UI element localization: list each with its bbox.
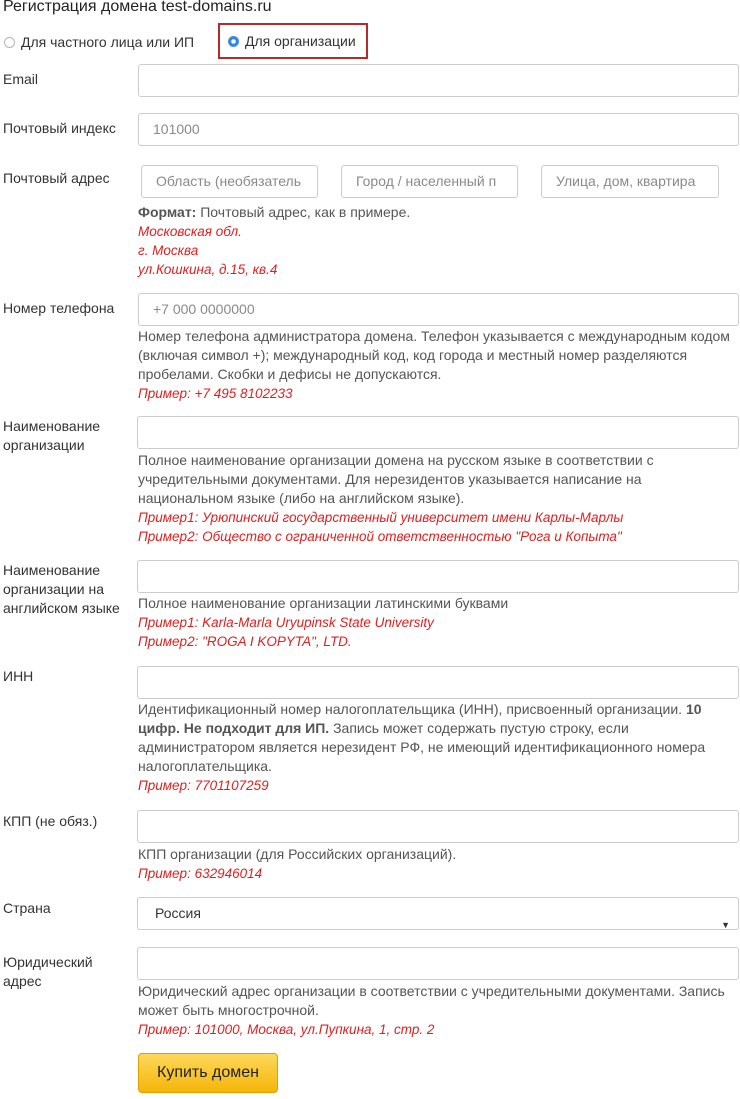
- inn-label: ИНН: [3, 668, 34, 684]
- format-label: Формат:: [138, 204, 197, 220]
- org-name-help: [138, 451, 738, 546]
- address-example-line: Московская обл.: [138, 224, 242, 239]
- org-name-label: Наименование организации: [3, 418, 101, 453]
- org-name-example-2: Пример2: Общество с ограниченной ответственностью "Рога и Копыта": [138, 529, 622, 544]
- legal-address-help: [138, 982, 738, 1039]
- radio-individual-circle[interactable]: [4, 37, 15, 48]
- registrant-type-selector: [4, 32, 384, 60]
- inn-help-start: Идентификационный номер налогоплательщика (ИНН), присвоенный организации.: [138, 701, 686, 717]
- org-name-help-text: Полное наименование организации домена на русском языке в соответствии с учредительными документами. Для нерезидентов указывается написание на национальном языке (либо на английском языке).: [138, 452, 654, 506]
- postal-code-label: Почтовый индекс: [3, 120, 116, 136]
- email-label: Email: [3, 71, 39, 87]
- legal-address-example: Пример: 101000, Москва, ул.Пупкина, 1, стр. 2: [138, 1022, 435, 1037]
- org-name-en-example-2: Пример2: "ROGA I KOPYTA", LTD.: [138, 634, 352, 649]
- kpp-example: Пример: 632946014: [138, 866, 263, 881]
- phone-input[interactable]: +7 000 0000000: [138, 293, 739, 326]
- org-name-en-example-1: Пример1: Karla-Marla Uryupinsk State University: [138, 615, 434, 630]
- dropdown-arrow-icon: ▼: [721, 920, 730, 930]
- radio-organization-label: Для организации: [245, 33, 356, 49]
- org-name-en-help: [138, 594, 738, 651]
- inn-help-end: Запись может содержать пустую строку, если администратором является нерезидент РФ, не имеющий идентификационного номера налогоплательщика.: [138, 720, 706, 774]
- address-example-line: ул.Кошкина, д.15, кв.4: [138, 262, 278, 277]
- buy-domain-button[interactable]: Купить домен: [138, 1053, 278, 1093]
- street-input[interactable]: Улица, дом, квартира: [541, 165, 719, 198]
- org-name-en-input[interactable]: [137, 560, 739, 593]
- phone-example: Пример: +7 495 8102233: [138, 386, 293, 401]
- org-name-en-label: Наименование организации на английском языке: [3, 562, 120, 616]
- radio-organization[interactable]: [218, 23, 368, 59]
- kpp-label: КПП (не обяз.): [3, 813, 98, 829]
- legal-address-help-text: Юридический адрес организации в соответствии с учредительными документами. Запись может быть многострочной.: [138, 983, 725, 1018]
- phone-label: Номер телефона: [3, 300, 115, 316]
- phone-help: [138, 327, 738, 403]
- org-name-en-help-text: Полное наименование организации латинскими буквами: [138, 595, 509, 611]
- postal-address-help: [138, 203, 738, 279]
- kpp-help: [138, 845, 738, 883]
- radio-individual[interactable]: [4, 34, 194, 50]
- org-name-input[interactable]: [137, 416, 739, 449]
- radio-organization-circle[interactable]: [228, 36, 239, 47]
- postal-code-input[interactable]: 101000: [138, 113, 739, 146]
- inn-example: Пример: 7701107259: [138, 778, 269, 793]
- postal-address-label: Почтовый адрес: [3, 170, 110, 186]
- inn-help-text: [138, 700, 738, 776]
- country-select-value: Россия: [155, 905, 201, 921]
- region-input[interactable]: Область (необязатель: [141, 165, 318, 198]
- radio-individual-label: Для частного лица или ИП: [21, 34, 195, 50]
- org-name-example-1: Пример1: Урюпинский государственный университет имени Карлы-Марлы: [138, 510, 624, 525]
- inn-input[interactable]: [137, 666, 739, 699]
- city-input[interactable]: Город / населенный п: [341, 165, 518, 198]
- page-title: Регистрация домена test-domains.ru: [3, 0, 272, 15]
- country-select[interactable]: [137, 897, 739, 930]
- format-text: Почтовый адрес, как в примере.: [196, 204, 411, 220]
- inn-help-bold: 10 цифр. Не подходит для ИП.: [138, 701, 702, 736]
- kpp-help-text: КПП организации (для Российских организаций).: [138, 846, 457, 862]
- phone-help-text: Номер телефона администратора домена. Телефон указывается с международным кодом (включая символ +); международный код, код города и местный номер разделяются пробелами. Скобки и дефисы не допускаются.: [138, 328, 730, 382]
- legal-address-input[interactable]: [137, 947, 739, 980]
- inn-help: [138, 700, 738, 795]
- address-example-line: г. Москва: [138, 243, 199, 258]
- country-label: Страна: [3, 900, 51, 916]
- kpp-input[interactable]: [137, 810, 739, 843]
- email-input[interactable]: [138, 64, 739, 97]
- legal-address-label: Юридический адрес: [3, 954, 93, 989]
